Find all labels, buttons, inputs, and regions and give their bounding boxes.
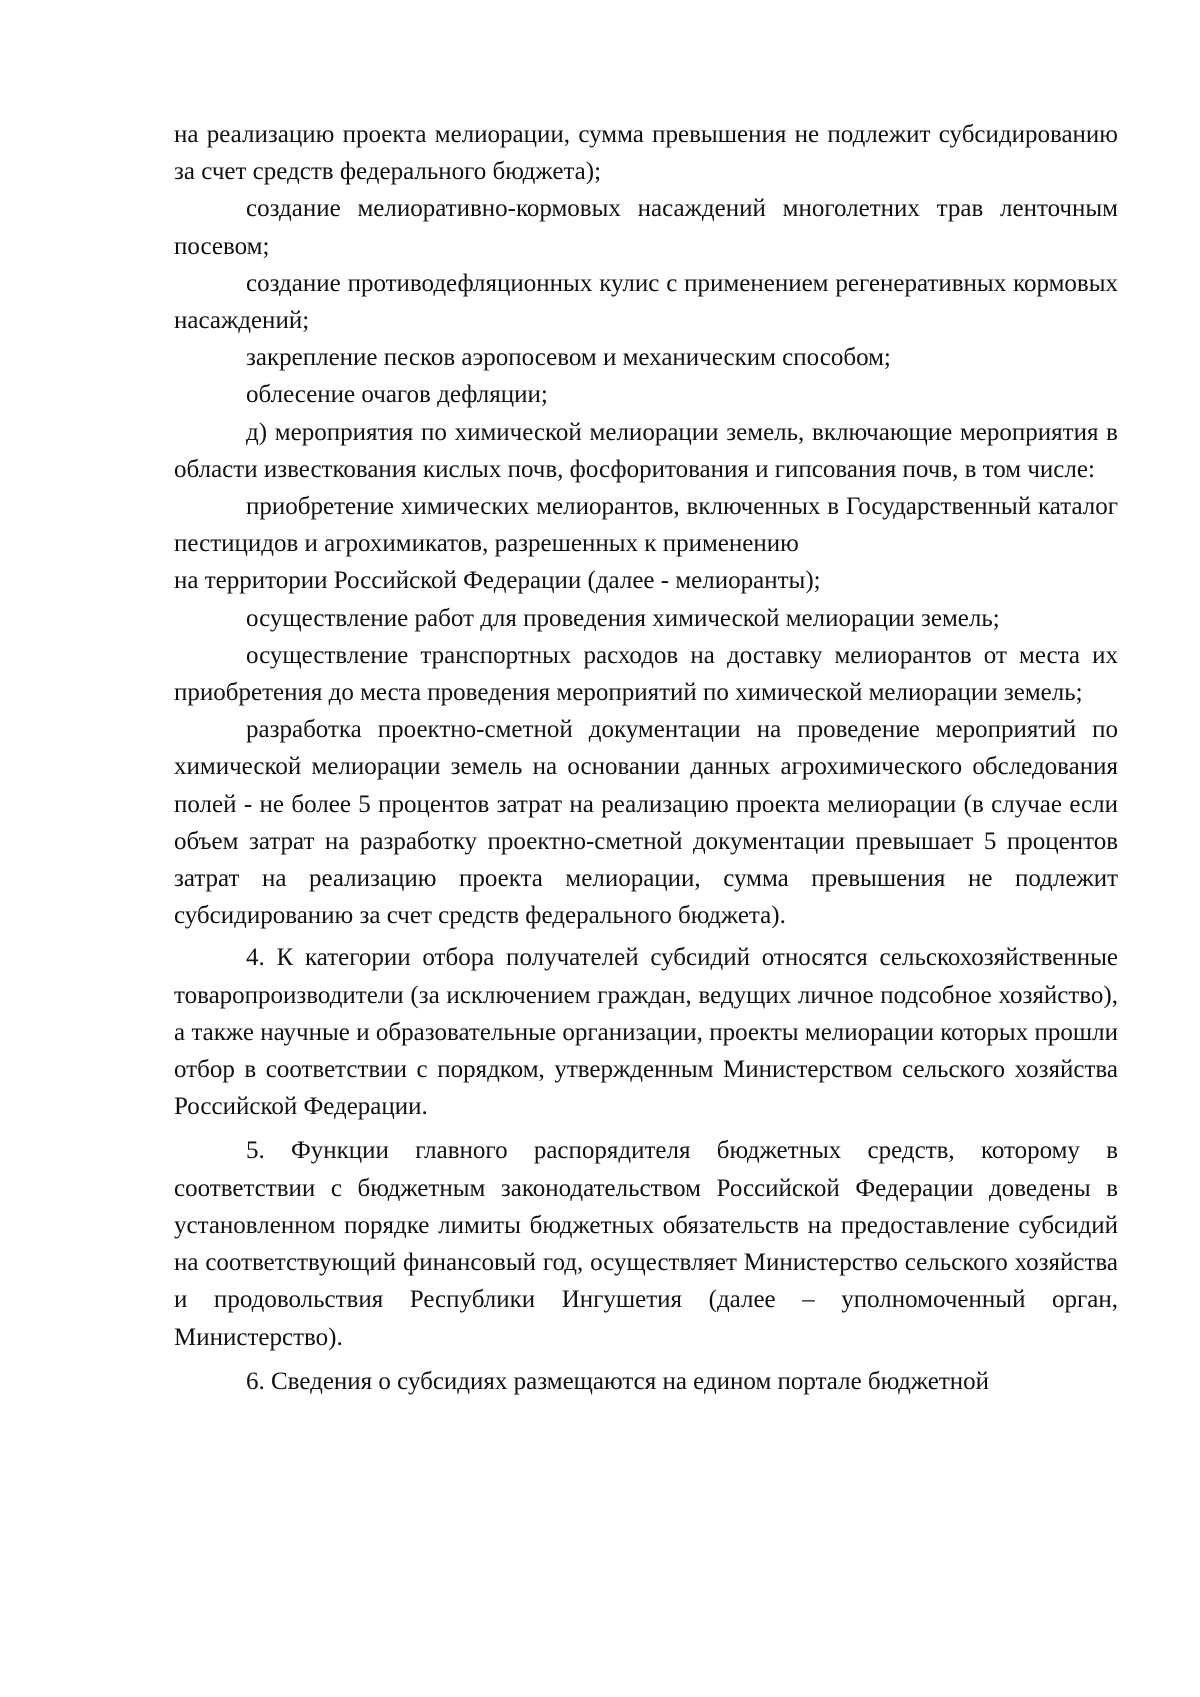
paragraph-item-5: 5. Функции главного распорядителя бюджетных средств, которому в соответствии с бюджетным законодательством Российской Федерации доведены в установленном порядке лимиты бюджетных обязательств на предоставление субсидий на соответствующий финансовый год, осуществляет Министерство сельского хозяйства и продовольствия Республики Ингушетия (далее – уполномоченный орган, Министерство). <box>174 1137 1118 1351</box>
paragraph-meliorative-plantings: создание мелиоративно-кормовых насаждений многолетних трав ленточным посевом; <box>174 195 1118 260</box>
paragraph-chemical-melioration: д) мероприятия по химической мелиорации земель, включающие мероприятия в области известкования кислых почв, фосфоритования и гипсования почв, в том числе: <box>174 418 1118 483</box>
paragraph-design-documentation: разработка проектно-сметной документации на проведение мероприятий по химической мелиорации земель на основании данных агрохимического обследования полей - не более 5 процентов затрат на реализацию проекта мелиорации (в случае если объем затрат на разработку проектно-сметной документации превышает 5 процентов затрат на реализацию проекта мелиорации, сумма превышения не подлежит субсидированию за счет средств федерального бюджета). <box>174 716 1118 930</box>
paragraph-chemical-works: осуществление работ для проведения химической мелиорации земель; <box>246 604 1000 632</box>
paragraph-transport-costs: осуществление транспортных расходов на доставку мелиорантов от места их приобретения до места проведения мероприятий по химической мелиорации земель; <box>174 641 1118 707</box>
paragraph-item-4: 4. К категории отбора получателей субсидий относятся сельскохозяйственные товаропроизводители (за исключением граждан, ведущих личное подсобное хозяйство), а также научные и образовательные организации, проекты мелиорации которых прошли отбор в соответствии с порядком, утвержденным Министерством сельского хозяйства Российской Федерации. <box>174 944 1118 1121</box>
paragraph-afforestation: облесение очагов дефляции; <box>246 381 548 409</box>
paragraph-antideflation-kulisy: создание противодефляционных кулис с применением регенеративных кормовых насаждений; <box>174 269 1118 335</box>
paragraph-continuation: на реализацию проекта мелиорации, сумма превышения не подлежит субсидированию за счет средств федерального бюджета); <box>174 121 1118 186</box>
paragraph-sand-fixation: закрепление песков аэропосевом и механическим способом; <box>246 344 891 372</box>
paragraph-ameliorant-purchase: приобретение химических мелиорантов, включенных в Государственный каталог пестицидов и агрохимикатов, разрешенных к применению <box>174 493 1118 558</box>
document-body <box>174 116 1118 1400</box>
paragraph-ameliorant-territory: на территории Российской Федерации (далее - мелиоранты); <box>174 567 821 595</box>
paragraph-item-6: 6. Сведения о субсидиях размещаются на едином портале бюджетной <box>246 1367 990 1395</box>
